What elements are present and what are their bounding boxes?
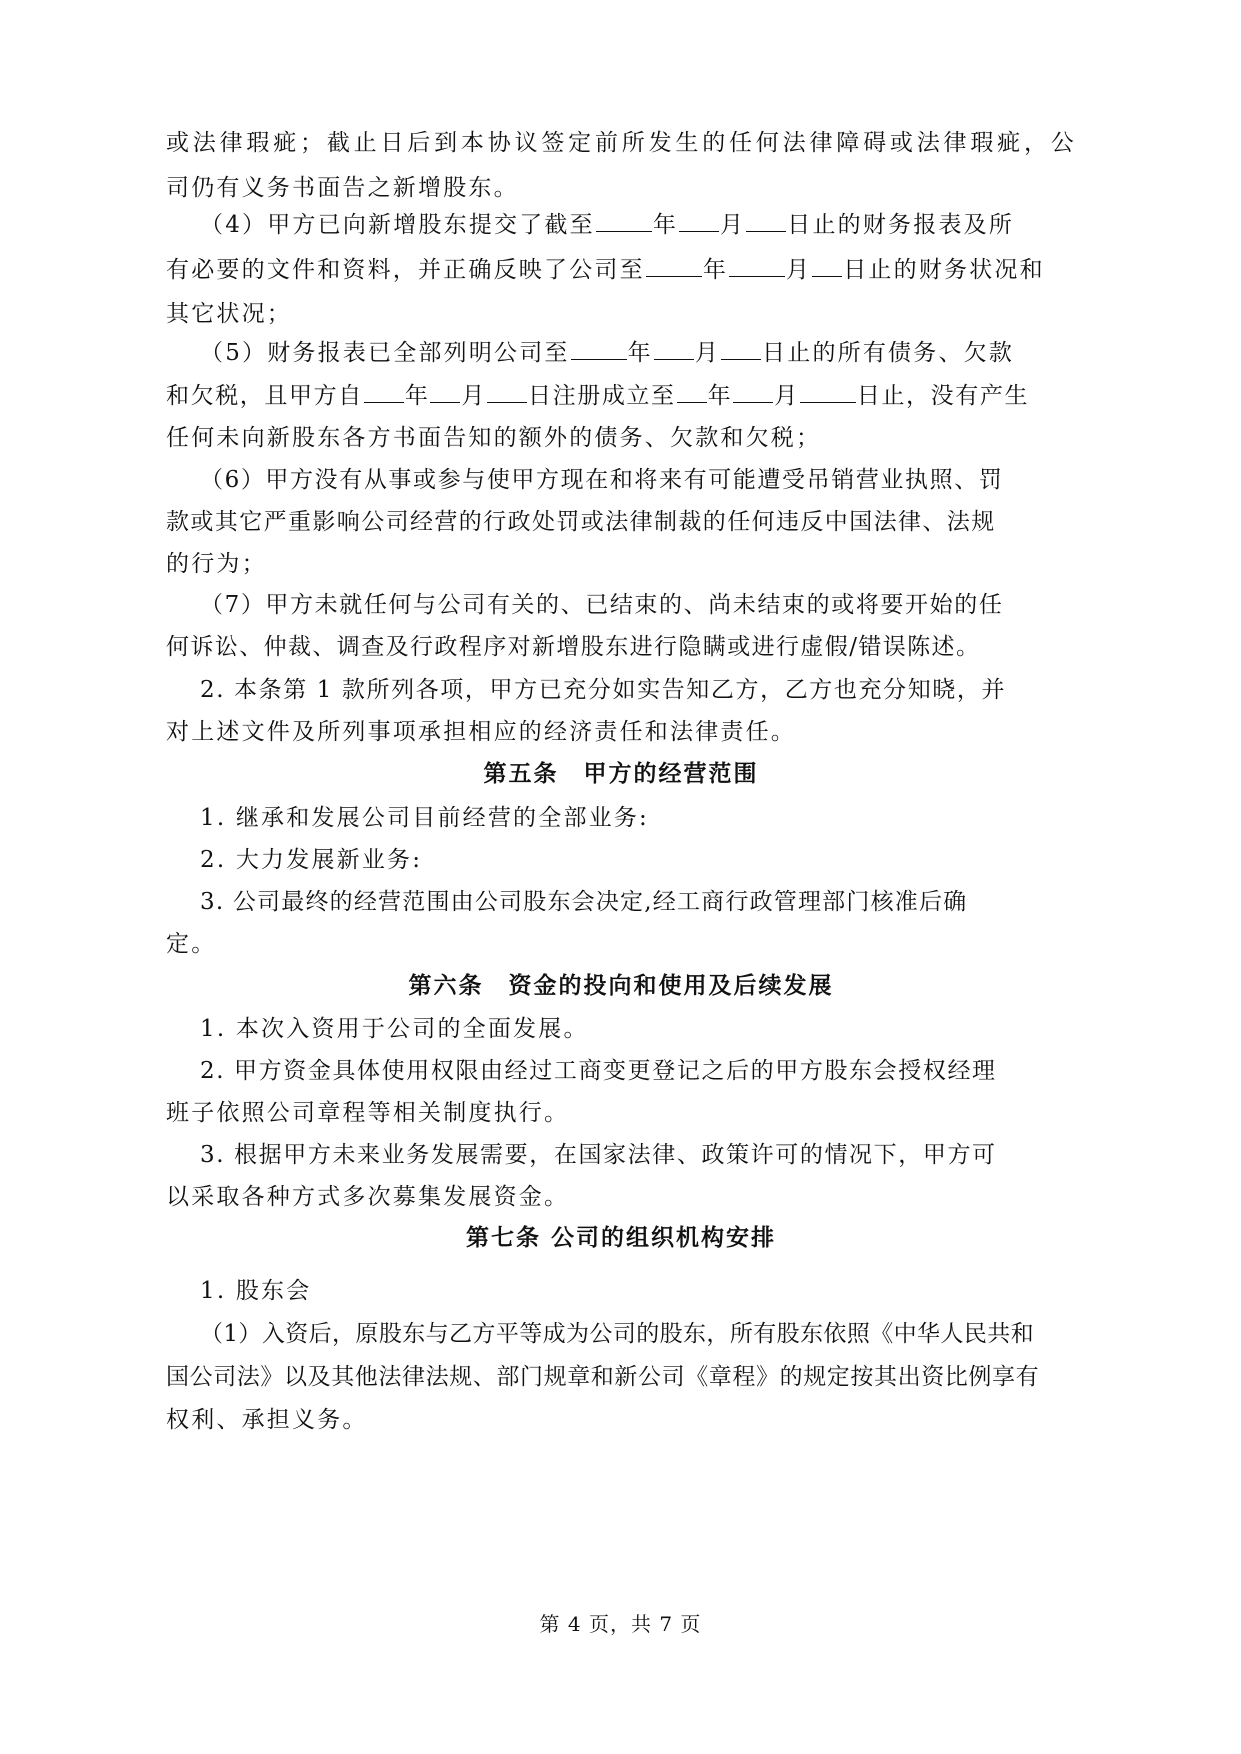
blank-field: [654, 337, 694, 360]
paragraph-line: 班子依照公司章程等相关制度执行。: [166, 1100, 570, 1126]
section-heading-article-7: 第七条 公司的组织机构安排: [465, 1225, 776, 1251]
paragraph-line: 定。: [166, 931, 217, 957]
paragraph-line: 任何未向新股东各方书面告知的额外的债务、欠款和欠税；: [166, 425, 822, 451]
paragraph-line-item-7: （7）甲方未就任何与公司有关的、已结束的、尚未结束的或将要开始的任: [200, 592, 1004, 618]
list-item: 1. 股东会: [200, 1278, 312, 1304]
list-item: 1. 继承和发展公司目前经营的全部业务:: [200, 805, 650, 831]
paragraph-line-item-5: （5）财务报表已全部列明公司至 年 月 日止的所有债务、欠款: [200, 337, 1110, 369]
blank-field: [729, 254, 785, 277]
paragraph-line: 对上述文件及所列事项承担相应的经济责任和法律责任。: [166, 719, 796, 745]
paragraph-line: 和欠税，且甲方自 年 月 日注册成立至 年 月 日止，没有产生: [166, 380, 1076, 412]
blank-field: [746, 209, 786, 232]
paragraph-line-item-4: （4）甲方已向新增股东提交了截至 年 月 日止的财务报表及所: [200, 209, 1110, 241]
paragraph-line: （1）入资后，原股东与乙方平等成为公司的股东，所有股东依照《中华人民共和: [200, 1321, 1035, 1347]
list-item: 3. 根据甲方未来业务发展需要，在国家法律、政策许可的情况下，甲方可: [200, 1142, 997, 1168]
paragraph-line: 的行为；: [166, 551, 267, 577]
list-item: 3. 公司最终的经营范围由公司股东会决定,经工商行政管理部门核准后确: [200, 889, 968, 915]
blank-field: [733, 380, 773, 403]
blank-field: [596, 209, 652, 232]
list-item: 2. 大力发展新业务:: [200, 847, 423, 873]
blank-field: [430, 380, 460, 403]
paragraph-line: 国公司法》以及其他法律法规、部门规章和新公司《章程》的规定按其出资比例享有: [166, 1364, 1040, 1390]
list-item: 1. 本次入资用于公司的全面发展。: [200, 1016, 589, 1042]
blank-field: [646, 254, 702, 277]
blank-field: [677, 380, 707, 403]
paragraph-line: 以采取各种方式多次募集发展资金。: [166, 1184, 570, 1210]
section-heading-article-5: 第五条 甲方的经营范围: [483, 761, 759, 787]
paragraph-line: 或法律瑕疵；截止日后到本协议签定前所发生的任何法律障碍或法律瑕疵，公: [166, 130, 1076, 156]
paragraph-line: 权利、承担义务。: [166, 1407, 368, 1433]
paragraph-line: 有必要的文件和资料，并正确反映了公司至 年 月 日止的财务状况和: [166, 254, 1076, 286]
blank-field: [800, 380, 856, 403]
paragraph-line: 款或其它严重影响公司经营的行政处罚或法律制裁的任何违反中国法律、法规: [166, 509, 996, 535]
blank-field: [812, 254, 842, 277]
paragraph-line: 其它状况；: [166, 301, 292, 327]
paragraph-line: 何诉讼、仲裁、调查及行政程序对新增股东进行隐瞒或进行虚假/错误陈述。: [166, 634, 981, 660]
page-number-footer: 第 4 页，共 7 页: [539, 1612, 702, 1636]
paragraph-line: 司仍有义务书面告之新增股东。: [166, 175, 519, 201]
blank-field: [679, 209, 719, 232]
blank-field: [721, 337, 761, 360]
blank-field: [487, 380, 527, 403]
list-item: 2. 甲方资金具体使用权限由经过工商变更登记之后的甲方股东会授权经理: [200, 1058, 997, 1084]
section-heading-article-6: 第六条 资金的投向和使用及后续发展: [408, 973, 834, 999]
paragraph-line-item-6: （6）甲方没有从事或参与使甲方现在和将来有可能遭受吊销营业执照、罚: [200, 467, 1004, 493]
blank-field: [364, 380, 404, 403]
paragraph-line-clause-2: 2. 本条第 1 款所列各项，甲方已充分如实告知乙方，乙方也充分知晓，并: [200, 677, 1007, 703]
blank-field: [571, 337, 627, 360]
